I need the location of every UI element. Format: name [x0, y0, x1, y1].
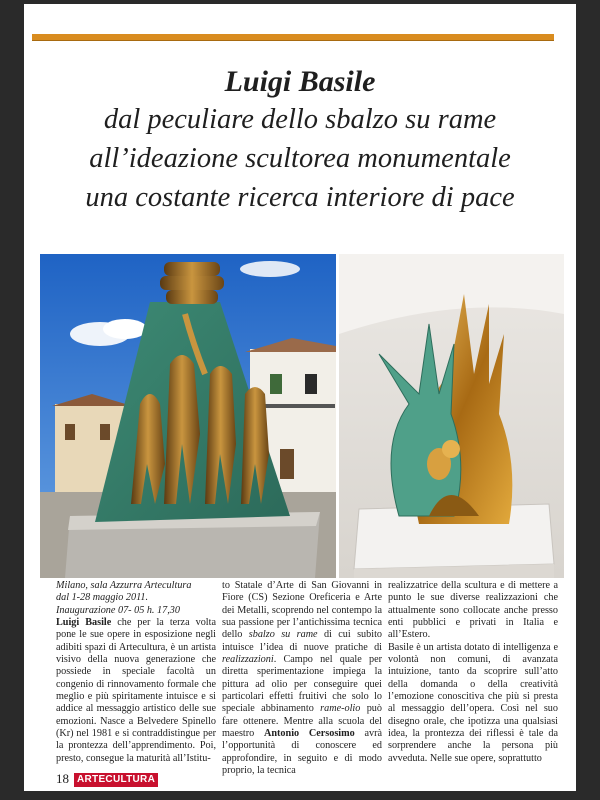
- caption-line-3: Inaugurazione 07- 05 h. 17,30: [56, 604, 180, 616]
- title-line-2: all’ideazione scultorea monumentale: [89, 143, 511, 174]
- caption-line-1: Milano, sala Azzurra Artecultura: [56, 580, 192, 591]
- paragraph-middle: [222, 580, 382, 778]
- photo-caption: [56, 580, 216, 617]
- article-title: [24, 64, 576, 217]
- article-column-1: [56, 580, 216, 770]
- text-run: di cui subito intuisce l’idea di nuove pratiche di: [222, 629, 383, 653]
- page-number: 18: [56, 771, 69, 786]
- article-column-3: [388, 580, 558, 770]
- photo-hands-sculpture: [339, 254, 564, 578]
- artist-name: Luigi Basile: [224, 65, 376, 98]
- paragraph-intro: [56, 617, 216, 765]
- sculpture-outdoor-illustration: [40, 254, 336, 578]
- title-line-3: una costante ricerca interiore di pace: [85, 182, 515, 213]
- author-name: Luigi Basile: [56, 617, 112, 629]
- text-run: avrà l’opportunità di conoscere ed approfondire, in seguito e di modo proprio, la tecnica: [222, 728, 383, 777]
- page-footer: [56, 772, 158, 787]
- text-run: . Campo nel quale per diretta sperimentazione impiega la pittura ad olio per conseguire quei particolari effetti fruitivi che solo lo speciale abbinamento: [222, 654, 382, 715]
- sculpture-hands-illustration: [339, 254, 564, 578]
- text-run: può fare ottenere. Mentre alla scuola del maestro: [222, 703, 382, 740]
- paragraph-realizations: realizzatrice della scultura e di mettere a punto le sue diverse realizzazioni che attualmente sono collocate anche presso enti pubblici e privati in Italia e all’Estero.: [388, 580, 558, 641]
- article-column-2: [222, 580, 383, 777]
- emphasis-run: sbalzo su rame: [248, 629, 318, 641]
- text-run: to Statale d’Arte di San Giovanni in Fiore (CS) Sezione Oreficeria e Arte dei Metalli, scoprendo nel contempo la sua passione per l’antichissima tecnica dello: [222, 580, 382, 641]
- paragraph-artist: Basile è un artista dotato di intelligenza e volontà non comuni, di avanzata intuizione, tanto da scoprire sull’atto della domanda o della creatività l’emozione conoscitiva che più si presta al messaggio dell’opera. Così nel suo disegno orale, che ipotizza una qualsiasi idea, la prontezza dei riflessi è tale da sorprendere anche la persona più avveduta. Nelle sue opere, soprattutto: [388, 641, 558, 764]
- photo-monumental-sculpture: [40, 254, 336, 578]
- intro-text: che per la terza volta pone le sue opere in esposizione negli adibiti spazi di Artecultura, è un artista visivo della nuova generazione che possiede in speciale facoltà un congenio di rinnovamento formale che meglio e più spiritamente intuisce e si addice al messaggio artistico delle sue emozioni. Nasce a Belvedere Spinello (Kr) nel 1981 e si contraddistingue per la prontezza dell’apprendimento. Poi, presto, consegue la maturità all’Istitu-: [56, 617, 216, 764]
- brand-badge: ARTECULTURA: [74, 773, 158, 787]
- title-line-1: dal peculiare dello sbalzo su rame: [103, 104, 497, 135]
- emphasis-run: realizzazioni: [222, 654, 274, 666]
- master-name: Antonio Cersosimo: [264, 728, 355, 740]
- caption-line-2: dal 1-28 maggio 2011.: [56, 592, 149, 604]
- header-rule: [32, 34, 554, 41]
- emphasis-run: rame-olio: [320, 703, 361, 715]
